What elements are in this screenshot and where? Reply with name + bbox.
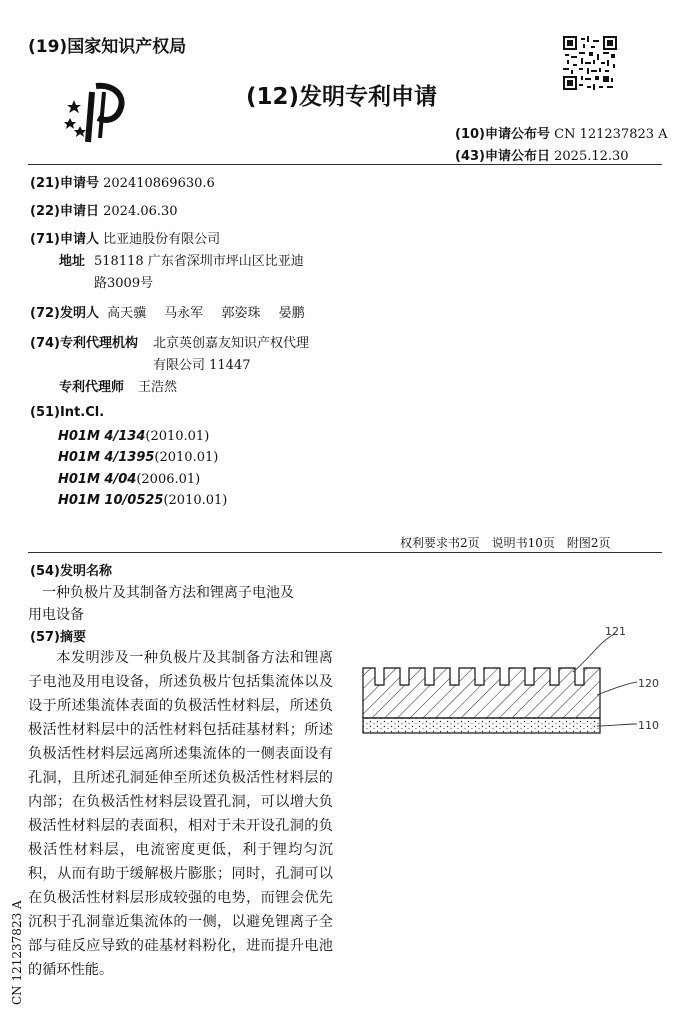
ipc-entry	[58, 450, 218, 465]
filing-date	[30, 200, 178, 219]
inventors	[30, 302, 305, 321]
ipc-version: (2010.01)	[145, 429, 210, 444]
ipc-version: (2010.01)	[154, 450, 219, 465]
section-divider	[28, 552, 662, 553]
publication-date-value: 2025.12.30	[554, 149, 629, 164]
ipc-version: (2010.01)	[163, 493, 228, 508]
publication-number	[455, 123, 668, 142]
inventors-label: (72)发明人	[30, 306, 99, 321]
ipc-entry	[58, 429, 209, 444]
address-line-2: 路3009号	[94, 276, 154, 291]
figure-label-121: 121	[605, 625, 626, 638]
publication-number-label: (10)申请公布号	[455, 127, 550, 142]
invention-title-line-1: 一种负极片及其制备方法和锂离子电池及	[42, 585, 294, 601]
publication-number-value: CN 121237823 A	[554, 127, 668, 142]
ipc-code: H01M 10/0525	[58, 493, 164, 508]
applicant	[30, 228, 220, 247]
publication-date-label: (43)申请公布日	[455, 149, 550, 164]
applicant-label: (71)申请人	[30, 232, 99, 247]
inventor-name: 高天骥	[107, 306, 147, 321]
office-name: (19)国家知识产权局	[28, 37, 187, 57]
header-divider	[28, 164, 662, 165]
ipc-code: H01M 4/1395	[58, 450, 155, 465]
figure-label-120: 120	[638, 677, 659, 690]
agent-value: 王浩然	[138, 380, 178, 395]
publication-date	[455, 145, 629, 164]
application-number	[30, 172, 215, 191]
qr-code	[563, 36, 617, 90]
ipc-entry	[58, 472, 200, 487]
address-label: 地址	[59, 254, 86, 269]
filing-date-label: (22)申请日	[30, 204, 99, 219]
filing-date-value: 2024.06.30	[103, 204, 178, 219]
application-number-label: (21)申请号	[30, 176, 99, 191]
title-label: (54)发明名称	[30, 564, 112, 579]
side-publication-number: CN 121237823 A	[10, 900, 24, 1005]
abstract-text: 本发明涉及一种负极片及其制备方法和锂离子电池及用电设备，所述负极片包括集流体以及设于所述集流体表面的负极活性材料层，所述负极活性材料层中的活性材料包括硅基材料；所述负极活性材料层远离所述集流体的一侧表面设有孔洞，且所述孔洞延伸至所述负极活性材料层的内部；在负极活性材料层设置孔洞，可以增大负极活性材料层的表面积，相对于未开设孔洞的负极活性材料层，电流密度更低，利于锂均匀沉积，从而有助于缓解极片膨胀；同时，孔洞可以在负极活性材料层形成较强的电势，而锂会优先沉积于孔洞靠近集流体的一侧，以避免锂离子全部与硅反应导致的硅基材料粉化，进而提升电池的循环性能。	[28, 650, 333, 978]
ipc-entry	[58, 493, 227, 508]
agency-label: (74)专利代理机构	[30, 336, 138, 351]
page-counts: 权利要求书2页 说明书10页 附图2页	[400, 536, 611, 550]
figure-label-110: 110	[638, 719, 659, 732]
intcl-label: (51)Int.Cl.	[30, 405, 105, 420]
ipc-code: H01M 4/04	[58, 472, 137, 487]
invention-title-line-2: 用电设备	[28, 607, 84, 623]
electrode-figure	[355, 620, 665, 750]
application-number-value: 202410869630.6	[103, 176, 215, 191]
inventor-name: 马永军	[164, 306, 204, 321]
cnipa-logo	[62, 78, 132, 144]
document-kind: (12)发明专利申请	[246, 84, 438, 110]
address-line-1: 518118 广东省深圳市坪山区比亚迪	[94, 254, 304, 269]
applicant-value: 比亚迪股份有限公司	[103, 232, 221, 247]
agent-label: 专利代理师	[59, 380, 125, 395]
abstract-label: (57)摘要	[30, 630, 86, 645]
agency-line-1: 北京英创嘉友知识产权代理	[153, 336, 310, 351]
inventor-name: 郭姿珠	[221, 306, 261, 321]
inventor-name: 晏鹏	[278, 306, 305, 321]
ipc-version: (2006.01)	[136, 472, 201, 487]
ipc-code: H01M 4/134	[58, 429, 146, 444]
agency-line-2: 有限公司 11447	[153, 358, 251, 373]
